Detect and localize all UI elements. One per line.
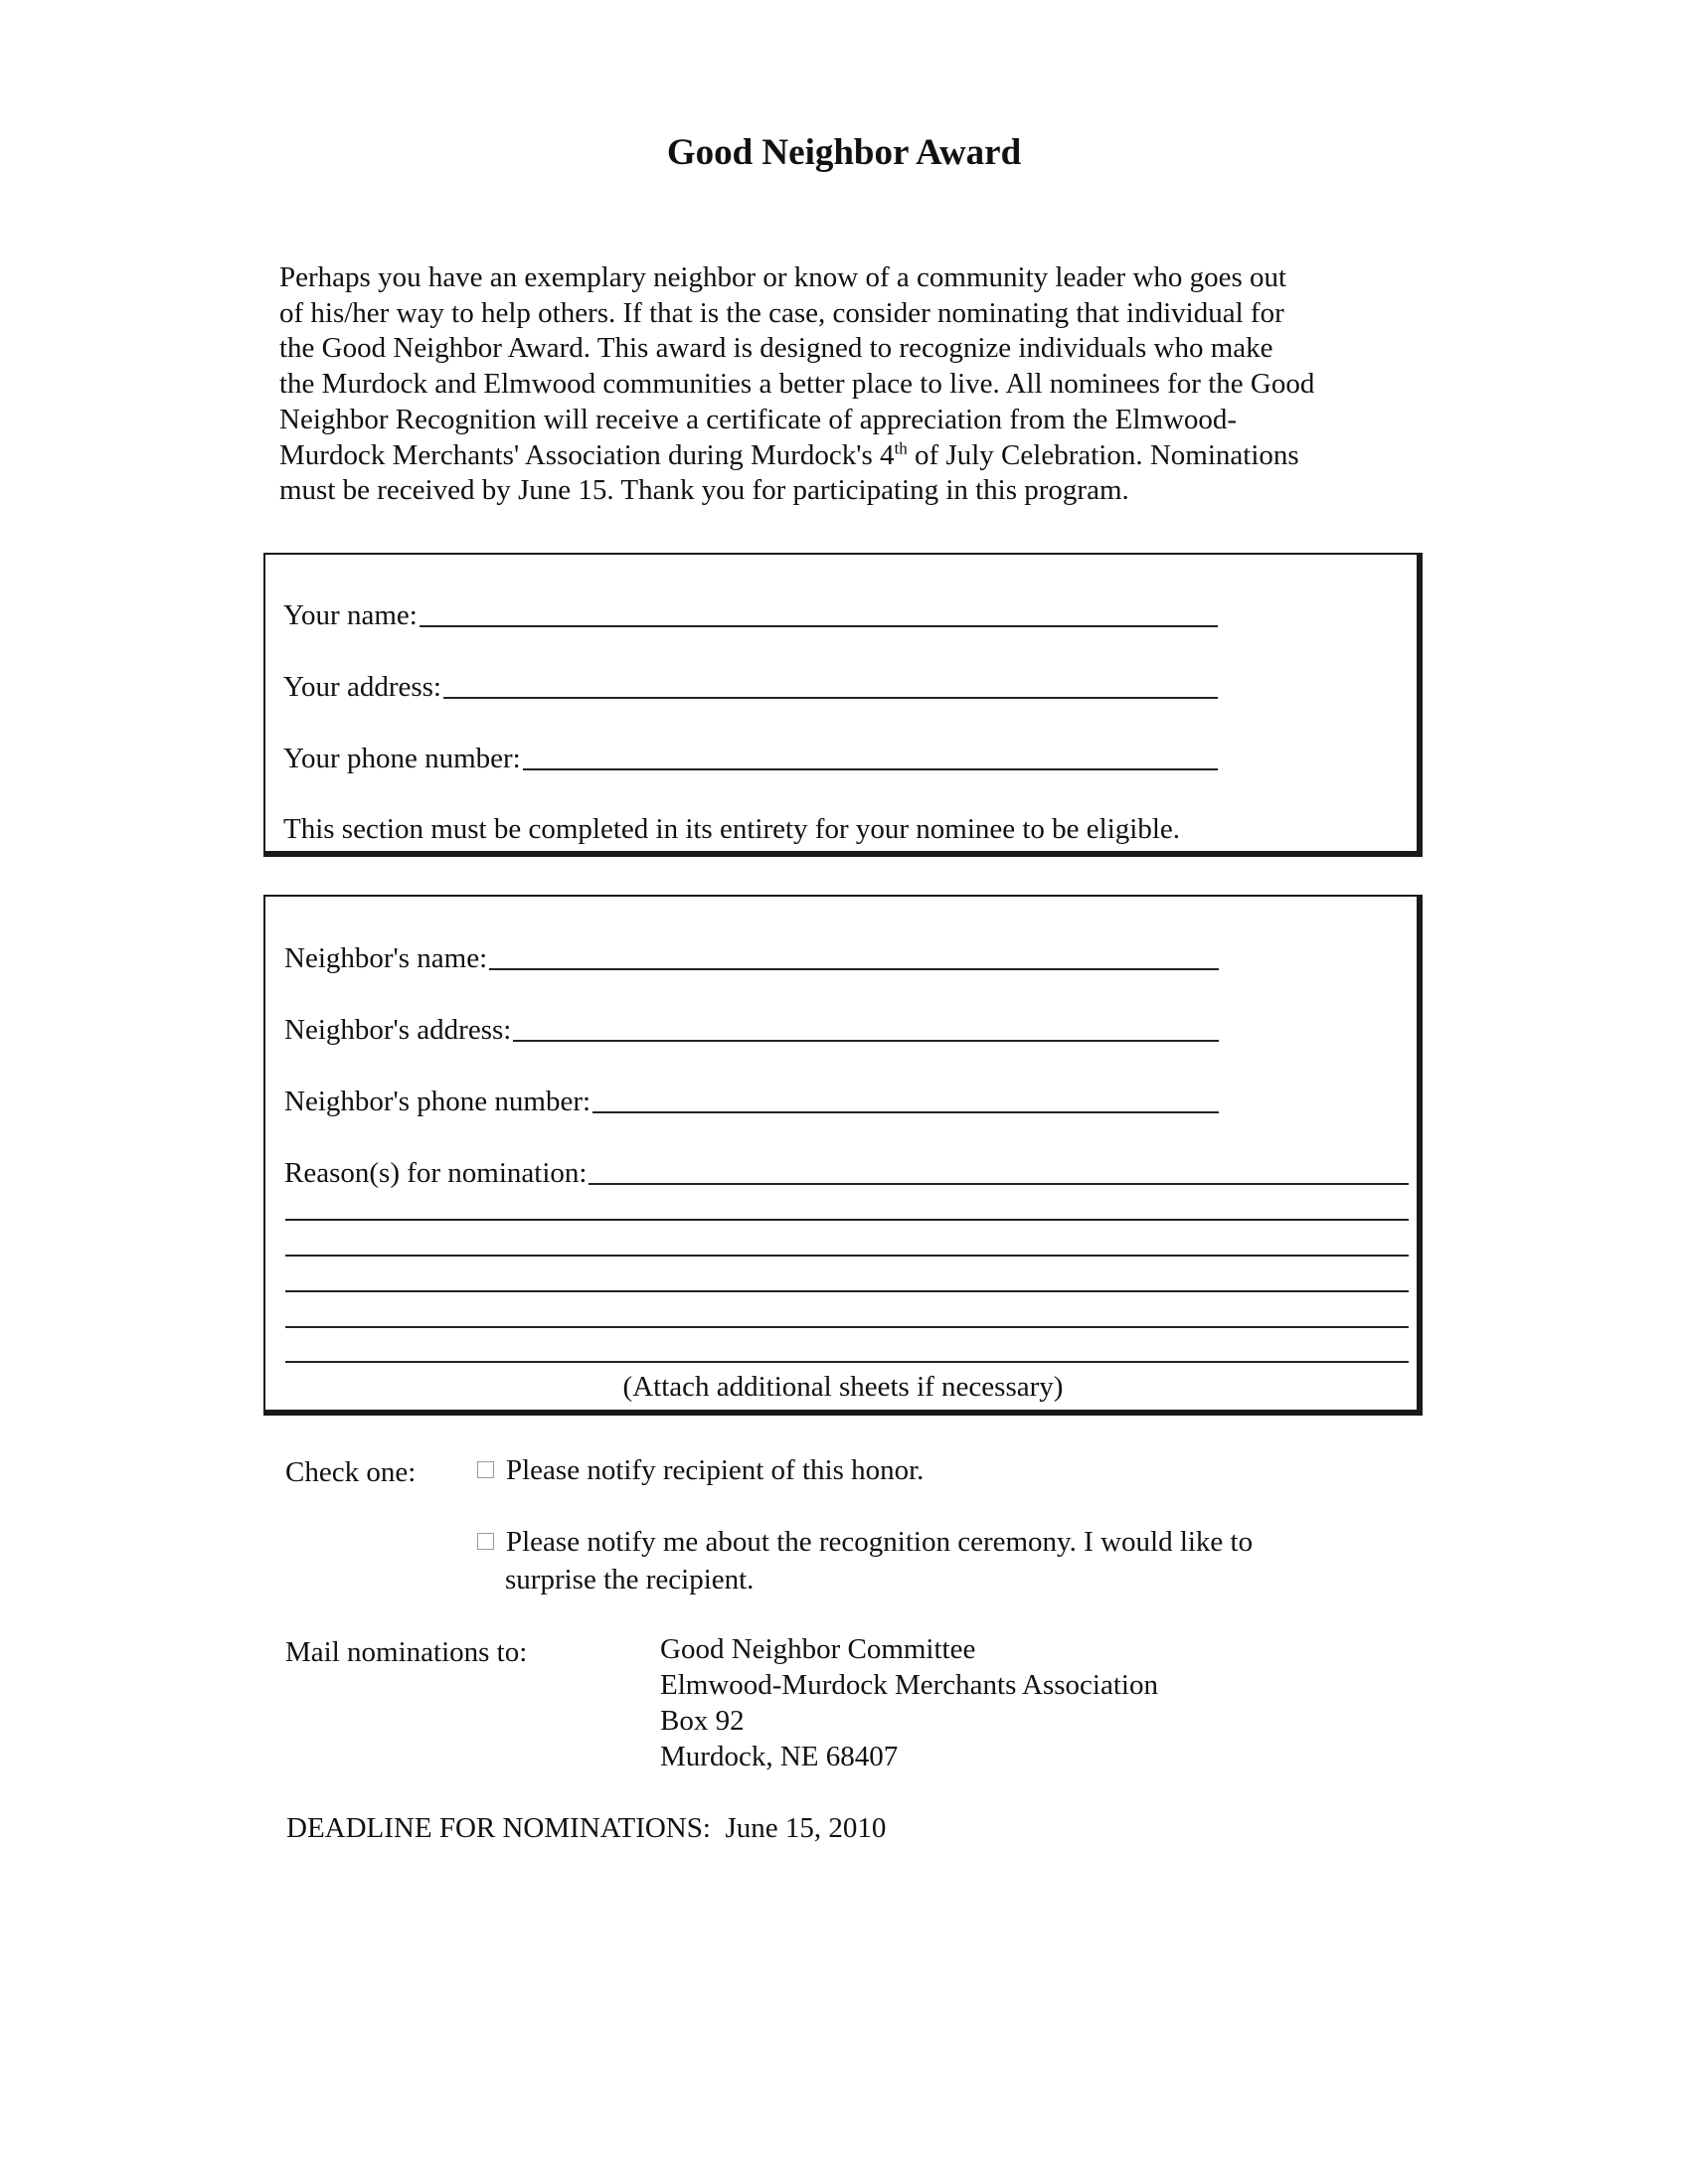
neighbor-name-line[interactable] (489, 968, 1219, 970)
reason-extra-line[interactable] (285, 1290, 1409, 1292)
neighbor-address-field[interactable] (284, 1013, 1219, 1047)
deadline-date: June 15, 2010 (725, 1812, 887, 1844)
neighbor-name-field[interactable] (284, 941, 1219, 975)
intro-line: the Murdock and Elmwood communities a better place to live. All nominees for the Good (279, 368, 1315, 401)
check-one-label: Check one: (285, 1456, 417, 1488)
deadline-label: DEADLINE FOR NOMINATIONS: (286, 1812, 711, 1844)
notify-recipient-text: Please notify recipient of this honor. (506, 1454, 925, 1486)
your-address-line[interactable] (443, 697, 1218, 699)
notify-me-text-continued: surprise the recipient. (505, 1564, 755, 1596)
intro-line (279, 438, 1423, 474)
notify-recipient-option[interactable] (477, 1453, 924, 1487)
your-phone-label: Your phone number: (283, 743, 521, 774)
attach-note: (Attach additional sheets if necessary) (622, 1371, 1064, 1403)
mail-address-line: Elmwood-Murdock Merchants Association (660, 1669, 1158, 1701)
mail-address-line: Good Neighbor Committee (660, 1633, 976, 1665)
your-phone-line[interactable] (523, 768, 1218, 770)
intro-line: Perhaps you have an exemplary neighbor or know of a community leader who goes out (279, 261, 1287, 293)
intro-line: the Good Neighbor Award. This award is designed to recognize individuals who make (279, 332, 1273, 365)
neighbor-phone-field[interactable] (284, 1085, 1219, 1118)
neighbor-address-line[interactable] (513, 1040, 1219, 1042)
intro-line-part: of July Celebration. Nominations (907, 438, 1299, 471)
page-title: Good Neighbor Award (666, 132, 1022, 173)
reason-label: Reason(s) for nomination: (284, 1157, 588, 1189)
your-address-label: Your address: (283, 671, 441, 703)
ordinal-suffix: th (894, 437, 908, 457)
notify-recipient-checkbox[interactable] (477, 1461, 494, 1478)
mail-address-line: Murdock, NE 68407 (660, 1741, 899, 1772)
neighbor-phone-line[interactable] (592, 1111, 1219, 1113)
neighbor-address-label: Neighbor's address: (284, 1014, 512, 1046)
your-address-field[interactable] (283, 670, 1218, 704)
reason-extra-line[interactable] (285, 1255, 1409, 1257)
neighbor-phone-label: Neighbor's phone number: (284, 1086, 591, 1117)
intro-line-part: Murdock Merchants' Association during Murdock's 4 (279, 438, 895, 471)
your-name-label: Your name: (283, 599, 418, 631)
neighbor-name-label: Neighbor's name: (284, 942, 488, 974)
mail-address-line: Box 92 (660, 1705, 745, 1737)
notify-me-checkbox[interactable] (477, 1533, 494, 1550)
reason-line[interactable] (589, 1183, 1409, 1185)
eligibility-note: This section must be completed in its entirety for your nominee to be eligible. (283, 813, 1181, 845)
notify-me-text: Please notify me about the recognition ceremony. I would like to (506, 1526, 1254, 1558)
your-name-line[interactable] (420, 625, 1218, 627)
reason-field[interactable] (284, 1156, 1409, 1190)
intro-paragraph (279, 260, 1423, 509)
notify-me-option[interactable] (477, 1525, 1253, 1559)
reason-extra-line[interactable] (285, 1219, 1409, 1221)
reason-extra-line[interactable] (285, 1361, 1409, 1363)
intro-line: of his/her way to help others. If that is the case, consider nominating that individual for (279, 296, 1284, 329)
intro-line: Neighbor Recognition will receive a certificate of appreciation from the Elmwood- (279, 403, 1238, 435)
deadline (286, 1811, 886, 1845)
reason-extra-line[interactable] (285, 1326, 1409, 1328)
your-phone-field[interactable] (283, 742, 1218, 775)
mail-label: Mail nominations to: (285, 1636, 528, 1668)
intro-line: must be received by June 15. Thank you for participating in this program. (279, 474, 1129, 507)
your-name-field[interactable] (283, 598, 1218, 632)
